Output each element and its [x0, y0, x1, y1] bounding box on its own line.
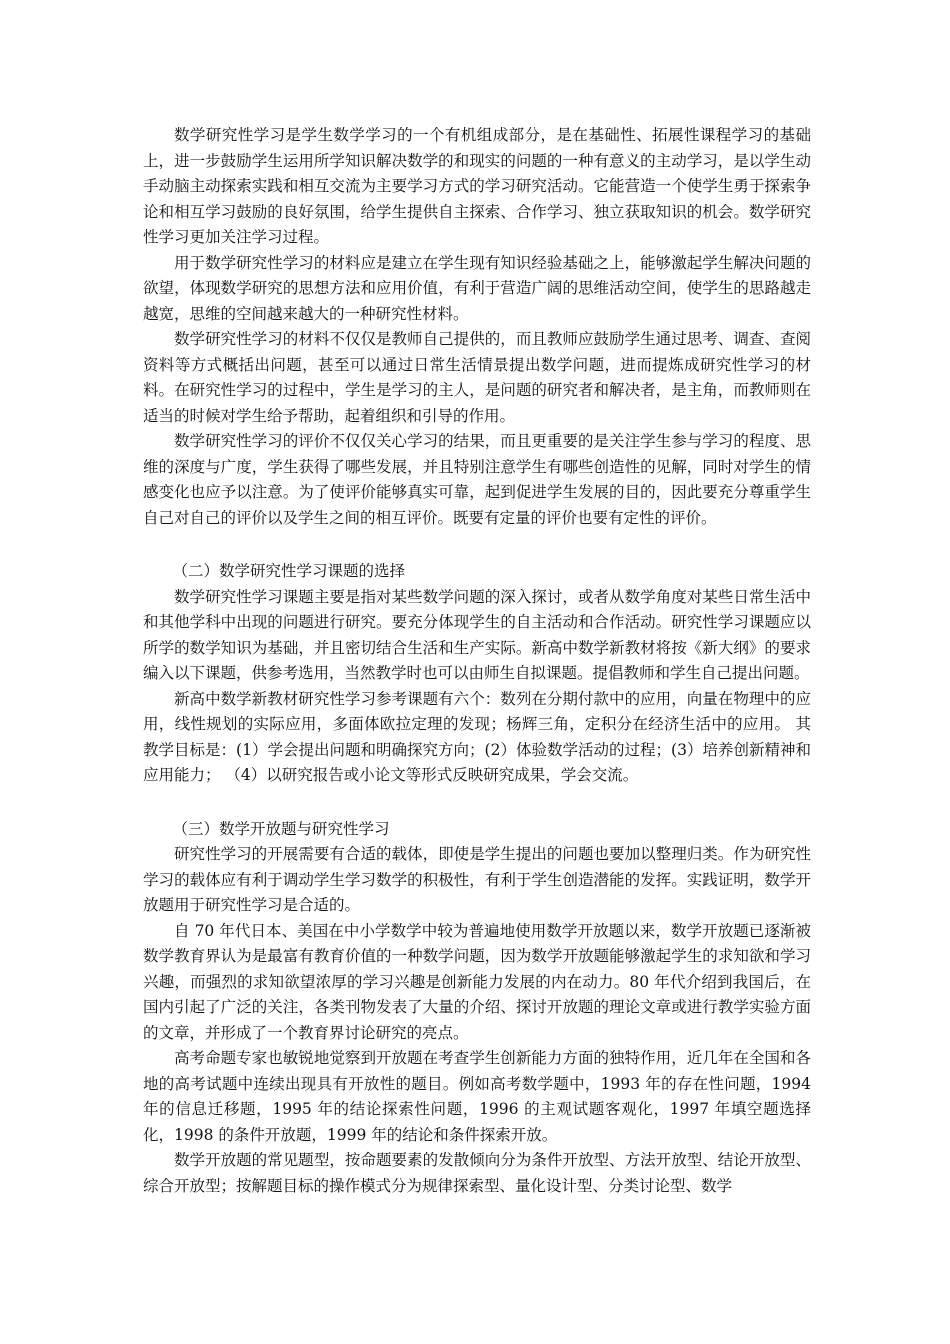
paragraph: 数学研究性学习的评价不仅仅关心学习的结果，而且更重要的是关注学生参与学习的程度、思维的深度与广度，学生获得了哪些发展，并且特别注意学生有哪些创造性的见解，同时对学生的情感变化也应予以注意。为了使评价能够真实可靠，起到促进学生发展的目的，因此要充分尊重学生自己对自己的评价以及学生之间的相互评价。既要有定量的评价也要有定性的评价。 [143, 432, 811, 527]
paragraph: 自 70 年代日本、美国在中小学数学中较为普遍地使用数学开放题以来，数学开放题已逐渐被数学教育界认为是最富有教育价值的一种数学问题，因为数学开放题能够激起学生的求知欲和学习兴趣，而强烈的求知欲望浓厚的学习兴趣是创新能力发展的内在动力。80 年代介绍到我国后，在国内引起了广泛的关注，各类刊物发表了大量的介绍、探讨开放题的理论文章或进行教学实验方面的文章，并形成了一个教育界讨论研究的亮点。 [143, 921, 811, 1042]
section-heading: （二）数学研究性学习课题的选择 [172, 562, 405, 580]
paragraph: 新高中数学新教材研究性学习参考课题有六个：数列在分期付款中的应用，向量在物理中的应用，线性规划的实际应用，多面体欧拉定理的发现；杨辉三角，定积分在经济生活中的应用。 其教学目标是：(1）学会提出问题和明确探究方向；(2）体验数学活动的过程；(3）培养创新精神和应用能力； （4）以研究报告或小论文等形式反映研究成果，学会交流。 [143, 689, 811, 784]
paragraph: 数学研究性学习是学生数学学习的一个有机组成部分，是在基础性、拓展性课程学习的基础上，进一步鼓励学生运用所学知识解决数学的和现实的问题的一种有意义的主动学习，是以学生动手动脑主动探索实践和相互交流为主要学习方式的学习研究活动。它能营造一个使学生勇于探索争论和相互学习鼓励的良好氛围，给学生提供自主探索、合作学习、独立获取知识的机会。数学研究性学习更加关注学习过程。 [143, 126, 811, 246]
section-heading: （三）数学开放题与研究性学习 [172, 819, 390, 838]
paragraph: 数学开放题的常见题型，按命题要素的发散倾向分为条件开放型、方法开放型、结论开放型、综合开放型；按解题目标的操作模式分为规律探索型、量化设计型、分类讨论型、数学 [143, 1151, 811, 1195]
paragraph: 研究性学习的开展需要有合适的载体，即使是学生提出的问题也要加以整理归类。作为研究性学习的载体应有利于调动学生学习数学的积极性，有利于学生创造潜能的发挥。实践证明，数学开放题用于研究性学习是合适的。 [143, 845, 811, 914]
paragraph: 高考命题专家也敏锐地觉察到开放题在考查学生创新能力方面的独特作用，近几年在全国和各地的高考试题中连续出现具有开放性的题目。例如高考数学题中，1993 年的存在性问题，1994 年的信息迁移题，1995 年的结论探索性问题，1996 的主观试题客观化，1997 年填空题选择化，1998 的条件开放题，1999 年的结论和条件探索开放。 [143, 1049, 811, 1144]
paragraph: 用于数学研究性学习的材料应是建立在学生现有知识经验基础之上，能够激起学生解决问题的欲望，体现数学研究的思想方法和应用价值，有利于营造广阔的思维活动空间，使学生的思路越走越宽，思维的空间越来越大的一种研究性材料。 [143, 253, 811, 323]
paragraph: 数学研究性学习课题主要是指对某些数学问题的深入探讨，或者从数学角度对某些日常生活中和其他学科中出现的问题进行研究。要充分体现学生的自主活动和合作活动。研究性学习课题应以所学的数学知识为基础，并且密切结合生活和生产实际。新高中数学新教材将按《新大纲》的要求编入以下课题，供参考选用，当然教学时也可以由师生自拟课题。提倡教师和学生自己提出问题。 [143, 587, 811, 682]
paragraph: 数学研究性学习的材料不仅仅是教师自己提供的，而且教师应鼓励学生通过思考、调查、查阅资料等方式概括出问题，甚至可以通过日常生活情景提出数学问题，进而提炼成研究性学习的材料。在研究性学习的过程中，学生是学习的主人，是问题的研究者和解决者，是主角，而教师则在适当的时候对学生给予帮助，起着组织和引导的作用。 [143, 330, 811, 425]
document-page [143, 123, 811, 1199]
